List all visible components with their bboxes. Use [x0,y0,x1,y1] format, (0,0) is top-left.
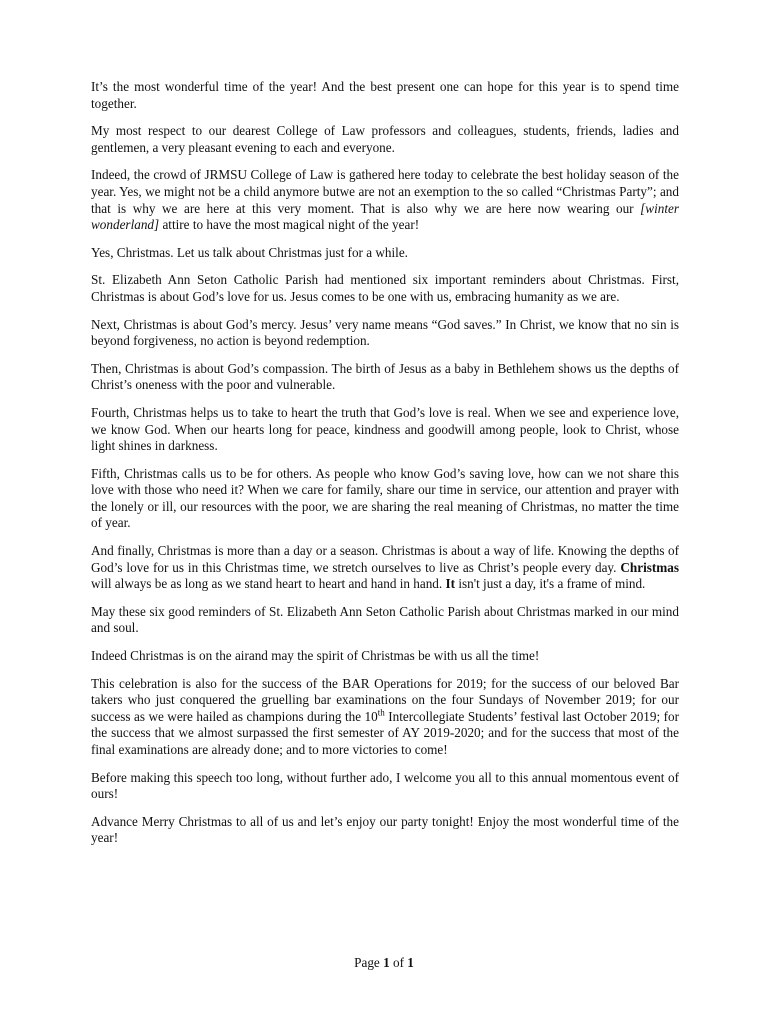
paragraph-5: St. Elizabeth Ann Seton Catholic Parish had mentioned six important reminders about Christmas. First, Christmas is about God’s love for us. Jesus comes to be one with us, embracing humanity as we are. [91,272,679,304]
paragraph-2: My most respect to our dearest College of Law professors and colleagues, students, friends, ladies and gentlemen, a very pleasant evening to each and everyone. [91,123,679,155]
footer-page-word: Page [354,955,384,970]
paragraph-6: Next, Christmas is about God’s mercy. Jesus’ very name means “God saves.” In Christ, we know that no sin is beyond forgiveness, no action is beyond redemption. [91,316,679,349]
paragraph-9: Fifth, Christmas calls us to be for others. As people who know God’s saving love, how can we not share this love with those who need it? When we care for family, share our time in service, our attention and prayer with the lonely or ill, our resources with the poor, we are sharing the real meaning of Christmas, no matter the time of year. [91,465,679,531]
page-footer [0,955,768,972]
paragraph-13 [91,676,679,759]
paragraph-10-bold-2: It [445,576,456,592]
paragraph-1: It’s the most wonderful time of the year! And the best present one can hope for this year is to spend time together. [91,79,679,111]
document-body [91,79,679,858]
paragraph-12: Indeed Christmas is on the airand may the spirit of Christmas be with us all the time! [91,648,540,664]
paragraph-13-text-b: Intercollegiate Students’ festival last October 2019; for the success that we almost surpassed the first semester of AY 2019-2020; and for the success that most of the final examinations are already done; and to more victories to come! [91,708,679,757]
paragraph-13-superscript: th [377,707,385,718]
paragraph-3-text-b: attire to have the most magical night of the year! [159,217,420,233]
paragraph-10-bold-1: Christmas [620,559,679,575]
paragraph-10-text-a: And finally, Christmas is more than a day or a season. Christmas is about a way of life. Knowing the depths of God’s love for us in this Christmas time, we stretch ourselves to live as Christ’s people every day. [91,543,679,575]
footer-total-pages: 1 [407,955,414,970]
paragraph-3-text-a: Indeed, the crowd of JRMSU College of Law is gathered here today to celebrate the best holiday season of the year. Yes, we might not be a child anymore butwe are not an exemption to the so called “Christmas Party”; and that is why we are here at this very moment. That is also why we are here now wearing our [91,167,679,216]
paragraph-10 [91,543,679,593]
paragraph-14: Before making this speech too long, without further ado, I welcome you all to this annual momentous event of ours! [91,769,679,802]
paragraph-13-text-a: This celebration is also for the success of the BAR Operations for 2019; for the success of our beloved Bar takers who just conquered the gruelling bar examinations on the four Sundays of November 2019; for our success as we were hailed as champions during the 10 [91,675,679,724]
paragraph-10-text-b: will always be as long as we stand heart to heart and hand in hand. [91,576,446,592]
footer-current-page: 1 [383,955,390,970]
paragraph-11: May these six good reminders of St. Elizabeth Ann Seton Catholic Parish about Christmas marked in our mind and soul. [91,603,679,636]
paragraph-10-text-c: isn't just a day, it's a frame of mind. [455,576,646,592]
paragraph-15: Advance Merry Christmas to all of us and let’s enjoy our party tonight! Enjoy the most wonderful time of the year! [91,813,679,846]
paragraph-7: Then, Christmas is about God’s compassion. The birth of Jesus as a baby in Bethlehem shows us the depths of Christ’s oneness with the poor and vulnerable. [91,360,679,393]
paragraph-4: Yes, Christmas. Let us talk about Christmas just for a while. [91,244,408,260]
paragraph-8: Fourth, Christmas helps us to take to heart the truth that God’s love is real. When we see and experience love, we know God. When our hearts long for peace, kindness and goodwill among people, look to Christ, whose light shines in darkness. [91,404,679,454]
paragraph-3 [91,167,679,233]
footer-of-word: of [389,955,408,970]
paragraph-3-italic: [winter wonderland] [91,200,679,233]
